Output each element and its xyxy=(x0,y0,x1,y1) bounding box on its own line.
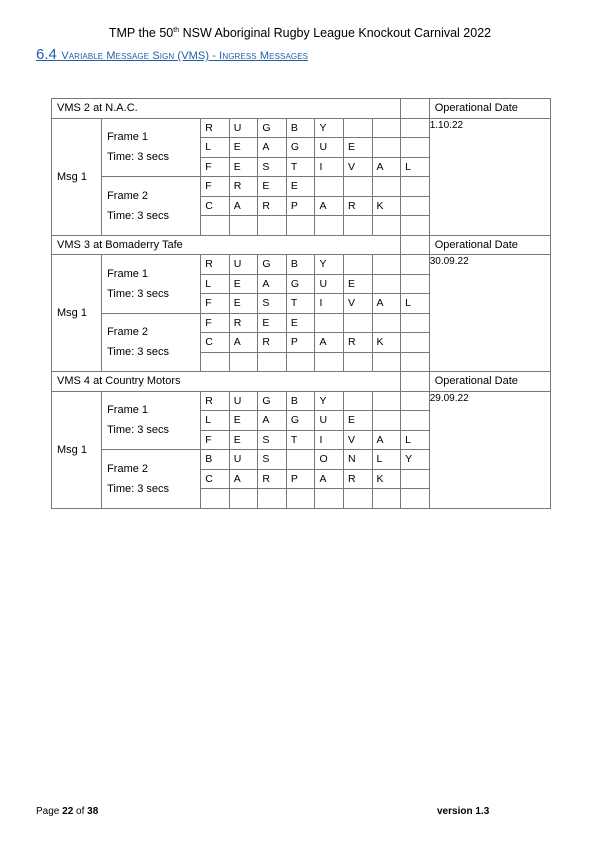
frame-label: Frame 1 xyxy=(107,404,149,417)
sign-char-cell xyxy=(343,313,372,333)
header-title: TMP the 50 xyxy=(108,26,174,40)
frame-label: Frame 2 xyxy=(107,326,149,339)
page-total: 38 xyxy=(87,806,99,817)
sign-char-cell xyxy=(401,138,430,158)
sign-char-cell: I xyxy=(315,430,344,450)
sign-char-cell: Y xyxy=(315,255,344,275)
sign-char-cell: A xyxy=(315,469,344,489)
sign-char-cell: E xyxy=(286,313,315,333)
sign-char-cell xyxy=(401,333,430,353)
sign-char-cell: A xyxy=(258,411,287,431)
sign-char-cell: E xyxy=(229,138,258,158)
sign-char-cell xyxy=(343,177,372,197)
sign-char-cell: L xyxy=(401,157,430,177)
frame-cell xyxy=(102,118,201,177)
sign-char-cell xyxy=(315,177,344,197)
sign-char-cell: R xyxy=(229,313,258,333)
sign-char-cell xyxy=(372,177,401,197)
sign-char-cell xyxy=(401,255,430,275)
frame-cell xyxy=(102,255,201,314)
sign-char-cell: L xyxy=(201,274,230,294)
frame-cell xyxy=(102,313,201,372)
sign-char-cell: R xyxy=(258,469,287,489)
frame-time: Time: 3 secs xyxy=(107,151,170,164)
sign-char-cell xyxy=(372,274,401,294)
sign-char-cell xyxy=(258,489,287,509)
section-heading xyxy=(36,46,308,64)
sign-char-cell: Y xyxy=(401,450,430,470)
sign-char-cell: T xyxy=(286,294,315,314)
sign-char-cell: A xyxy=(229,469,258,489)
sign-char-cell xyxy=(286,489,315,509)
sign-char-cell: C xyxy=(201,469,230,489)
sign-char-cell xyxy=(258,352,287,372)
sign-char-cell xyxy=(343,118,372,138)
sign-char-cell: F xyxy=(201,313,230,333)
operational-date: 1.10.22 xyxy=(429,118,550,235)
sign-char-cell: E xyxy=(229,157,258,177)
sign-char-cell: A xyxy=(258,138,287,158)
sign-char-cell: E xyxy=(258,177,287,197)
vms-table xyxy=(51,98,551,509)
sign-char-cell: S xyxy=(258,157,287,177)
sign-char-cell: A xyxy=(229,196,258,216)
sign-char-cell xyxy=(372,352,401,372)
sign-char-cell: R xyxy=(343,469,372,489)
sign-char-cell: R xyxy=(201,255,230,275)
sign-char-cell: I xyxy=(315,294,344,314)
sign-char-cell: K xyxy=(372,333,401,353)
sign-char-cell: G xyxy=(258,391,287,411)
sign-char-cell xyxy=(401,352,430,372)
sign-char-cell xyxy=(343,352,372,372)
frame-cell xyxy=(102,450,201,509)
sign-char-cell: G xyxy=(286,411,315,431)
sign-char-cell: U xyxy=(315,411,344,431)
sign-char-cell xyxy=(229,352,258,372)
sign-char-cell: V xyxy=(343,294,372,314)
vms-location: VMS 4 at Country Motors xyxy=(52,372,401,392)
sign-char-cell xyxy=(315,313,344,333)
operational-date-label: Operational Date xyxy=(429,235,550,255)
sign-char-cell: R xyxy=(229,177,258,197)
frame-time: Time: 3 secs xyxy=(107,482,170,495)
sign-char-cell xyxy=(372,313,401,333)
sign-char-cell xyxy=(372,138,401,158)
sign-char-cell xyxy=(229,489,258,509)
sign-char-cell: U xyxy=(229,118,258,138)
sign-char-cell: U xyxy=(229,450,258,470)
sign-char-cell xyxy=(372,118,401,138)
header-title-sup: th xyxy=(173,26,180,34)
frame-time: Time: 3 secs xyxy=(107,209,170,222)
frame-label: Frame 2 xyxy=(107,189,149,202)
sign-char-cell: Y xyxy=(315,118,344,138)
sign-char-cell: U xyxy=(315,138,344,158)
sign-char-cell xyxy=(286,450,315,470)
sign-char-cell xyxy=(343,255,372,275)
sign-char-cell: F xyxy=(201,157,230,177)
frame-label: Frame 1 xyxy=(107,267,149,280)
frame-cell xyxy=(102,391,201,450)
header-title-rest: NSW Aboriginal Rugby League Knockout Carnival 2022 xyxy=(179,26,492,40)
frame-label: Frame 2 xyxy=(107,462,149,475)
sign-char-cell: A xyxy=(258,274,287,294)
sign-char-cell: E xyxy=(229,274,258,294)
sign-char-cell xyxy=(401,274,430,294)
frame-time: Time: 3 secs xyxy=(107,287,170,300)
sign-char-cell: G xyxy=(258,255,287,275)
sign-char-cell: R xyxy=(343,333,372,353)
sign-char-cell: C xyxy=(201,196,230,216)
sign-char-cell: U xyxy=(315,274,344,294)
sign-char-cell: E xyxy=(229,411,258,431)
sign-char-cell xyxy=(343,391,372,411)
sign-char-cell: E xyxy=(258,313,287,333)
sign-char-cell: K xyxy=(372,196,401,216)
sign-char-cell: L xyxy=(372,450,401,470)
sign-char-cell: L xyxy=(201,138,230,158)
sign-char-cell xyxy=(286,352,315,372)
vms-location: VMS 2 at N.A.C. xyxy=(52,99,401,119)
sign-char-cell xyxy=(401,469,430,489)
sign-char-cell: R xyxy=(343,196,372,216)
sign-char-cell: L xyxy=(401,430,430,450)
sign-char-cell xyxy=(401,216,430,236)
sign-char-cell: T xyxy=(286,430,315,450)
sign-char-cell: G xyxy=(286,138,315,158)
version-label: version 1.3 xyxy=(437,806,490,817)
sign-char-cell: E xyxy=(343,274,372,294)
sign-char-cell xyxy=(372,391,401,411)
sign-char-cell: O xyxy=(315,450,344,470)
page-current: 22 xyxy=(62,806,74,817)
sign-char-cell xyxy=(315,489,344,509)
frame-time: Time: 3 secs xyxy=(107,346,170,359)
sign-char-cell xyxy=(343,489,372,509)
vms-header-row xyxy=(52,235,551,255)
sign-char-cell: S xyxy=(258,430,287,450)
operational-date: 30.09.22 xyxy=(429,255,550,372)
sign-char-cell: E xyxy=(229,294,258,314)
spare-cell xyxy=(401,372,430,392)
sign-char-cell xyxy=(401,118,430,138)
sign-char-cell: B xyxy=(286,255,315,275)
sign-char-cell: U xyxy=(229,255,258,275)
sign-char-cell xyxy=(372,411,401,431)
sign-char-cell: E xyxy=(286,177,315,197)
message-label: Msg 1 xyxy=(52,255,102,372)
sign-char-cell: Y xyxy=(315,391,344,411)
sign-char-cell xyxy=(258,216,287,236)
sign-char-cell: A xyxy=(229,333,258,353)
section-number: 6.4 xyxy=(36,46,57,63)
sign-char-cell: A xyxy=(315,333,344,353)
page-of: of xyxy=(73,806,88,817)
sign-char-cell: R xyxy=(201,118,230,138)
frame-label: Frame 1 xyxy=(107,131,149,144)
sign-char-cell: F xyxy=(201,177,230,197)
sign-char-cell: N xyxy=(343,450,372,470)
sign-char-cell: V xyxy=(343,430,372,450)
message-row xyxy=(52,255,551,275)
sign-char-cell: B xyxy=(201,450,230,470)
sign-char-cell xyxy=(401,391,430,411)
sign-char-cell: U xyxy=(229,391,258,411)
sign-char-cell: B xyxy=(286,391,315,411)
sign-char-cell: A xyxy=(372,294,401,314)
sign-char-cell xyxy=(401,196,430,216)
sign-char-cell: P xyxy=(286,469,315,489)
frame-cell xyxy=(102,177,201,236)
sign-char-cell: T xyxy=(286,157,315,177)
message-label: Msg 1 xyxy=(52,118,102,235)
spare-cell xyxy=(401,99,430,119)
sign-char-cell: F xyxy=(201,294,230,314)
sign-char-cell: R xyxy=(201,391,230,411)
frame-time: Time: 3 secs xyxy=(107,424,170,437)
operational-date-label: Operational Date xyxy=(429,99,550,119)
sign-char-cell: I xyxy=(315,157,344,177)
sign-char-cell: E xyxy=(343,411,372,431)
sign-char-cell: P xyxy=(286,333,315,353)
sign-char-cell: V xyxy=(343,157,372,177)
sign-char-cell: G xyxy=(286,274,315,294)
message-row xyxy=(52,391,551,411)
section-title: Variable Message Sign (VMS) - Ingress Messages xyxy=(61,50,309,62)
sign-char-cell xyxy=(372,255,401,275)
sign-char-cell: E xyxy=(229,430,258,450)
vms-header-row xyxy=(52,372,551,392)
sign-char-cell: A xyxy=(372,157,401,177)
spare-cell xyxy=(401,235,430,255)
sign-char-cell: L xyxy=(201,411,230,431)
sign-char-cell: G xyxy=(258,118,287,138)
sign-char-cell xyxy=(401,177,430,197)
sign-char-cell xyxy=(315,352,344,372)
page-number xyxy=(36,806,98,817)
message-row xyxy=(52,118,551,138)
sign-char-cell: B xyxy=(286,118,315,138)
sign-char-cell: A xyxy=(372,430,401,450)
sign-char-cell: E xyxy=(343,138,372,158)
sign-char-cell: S xyxy=(258,294,287,314)
sign-char-cell xyxy=(201,216,230,236)
sign-char-cell xyxy=(343,216,372,236)
sign-char-cell xyxy=(201,489,230,509)
sign-char-cell xyxy=(401,411,430,431)
sign-char-cell: A xyxy=(315,196,344,216)
sign-char-cell xyxy=(372,489,401,509)
sign-char-cell xyxy=(315,216,344,236)
message-label: Msg 1 xyxy=(52,391,102,508)
sign-char-cell xyxy=(201,352,230,372)
sign-char-cell: L xyxy=(401,294,430,314)
sign-char-cell: K xyxy=(372,469,401,489)
sign-char-cell: R xyxy=(258,333,287,353)
sign-char-cell: F xyxy=(201,430,230,450)
sign-char-cell xyxy=(401,313,430,333)
vms-header-row xyxy=(52,99,551,119)
document-header xyxy=(0,26,600,40)
operational-date: 29.09.22 xyxy=(429,391,550,508)
sign-char-cell: C xyxy=(201,333,230,353)
sign-char-cell xyxy=(401,489,430,509)
operational-date-label: Operational Date xyxy=(429,372,550,392)
vms-location: VMS 3 at Bomaderry Tafe xyxy=(52,235,401,255)
sign-char-cell: P xyxy=(286,196,315,216)
page-prefix: Page xyxy=(36,806,63,817)
sign-char-cell xyxy=(372,216,401,236)
sign-char-cell: S xyxy=(258,450,287,470)
sign-char-cell xyxy=(286,216,315,236)
sign-char-cell: R xyxy=(258,196,287,216)
sign-char-cell xyxy=(229,216,258,236)
